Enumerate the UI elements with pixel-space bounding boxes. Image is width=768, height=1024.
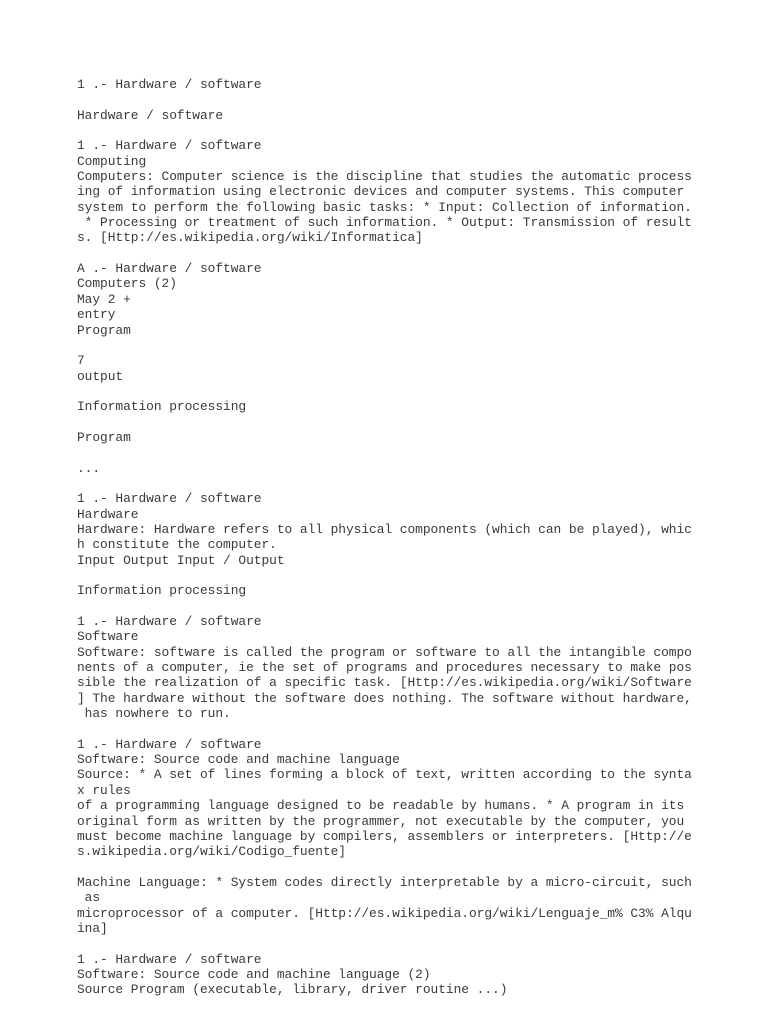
body-text-line: Computers: Computer science is the discipline that studies the automatic process [77, 169, 692, 185]
body-text-line: Information processing [77, 583, 247, 599]
body-text-line: entry [77, 307, 116, 323]
body-text-line: Program [77, 429, 131, 445]
blank-line [77, 599, 697, 614]
section-subtitle: Software [77, 629, 139, 645]
section-heading: 1 .- Hardware / software [77, 138, 262, 154]
body-text-line: s.wikipedia.org/wiki/Codigo_fuente] [77, 844, 346, 860]
blank-line [77, 123, 697, 138]
document-page [77, 77, 697, 998]
section-heading: 1 .- Hardware / software [77, 491, 262, 507]
blank-line [77, 860, 697, 875]
body-text-line: Machine Language: * System codes directly interpretable by a micro-circuit, such [77, 874, 692, 890]
section-subtitle: Computers (2) [77, 276, 177, 292]
section-heading: A .- Hardware / software [77, 261, 262, 277]
section-subtitle: Software: Source code and machine language [77, 752, 400, 768]
body-text-line: 7 [77, 353, 85, 369]
blank-line [77, 568, 697, 583]
blank-line [77, 445, 697, 460]
body-text-line: Hardware: Hardware refers to all physical components (which can be played), whic [77, 521, 692, 537]
ellipsis-text: ... [77, 460, 101, 476]
section-heading: 1 .- Hardware / software [77, 77, 262, 92]
body-text-line: as [77, 890, 101, 906]
body-text-line: nents of a computer, ie the set of programs and procedures necessary to make pos [77, 660, 692, 676]
section-heading: 1 .- Hardware / software [77, 736, 262, 752]
blank-line [77, 92, 697, 107]
document-title: Hardware / software [77, 107, 224, 123]
body-text-line: Software: software is called the program or software to all the intangible compo [77, 644, 692, 660]
body-text-line: s. [Http://es.wikipedia.org/wiki/Informatica] [77, 230, 423, 246]
body-text-line: of a programming language designed to be readable by humans. * A program in its [77, 798, 685, 814]
body-text-line: May 2 + [77, 291, 131, 307]
body-text-line: Information processing [77, 399, 247, 415]
blank-line [77, 338, 697, 353]
body-text-line: microprocessor of a computer. [Http://es.wikipedia.org/wiki/Lenguaje_m% C3% Alqu [77, 905, 692, 921]
blank-line [77, 246, 697, 261]
body-text-line: Input Output Input / Output [77, 552, 285, 568]
blank-line [77, 476, 697, 491]
section-subtitle: Hardware [77, 506, 139, 522]
blank-line [77, 936, 697, 951]
body-text-line: has nowhere to run. [77, 706, 231, 722]
blank-line [77, 721, 697, 736]
body-text-line: Program [77, 322, 131, 338]
body-text-line: x rules [77, 782, 131, 798]
body-text-line: * Processing or treatment of such information. * Output: Transmission of result [77, 215, 692, 231]
body-text-line: ina] [77, 920, 108, 936]
body-text-line: must become machine language by compilers, assemblers or interpreters. [Http://e [77, 828, 692, 844]
blank-line [77, 384, 697, 399]
blank-line [77, 415, 697, 430]
body-text-line: sible the realization of a specific task. [Http://es.wikipedia.org/wiki/Software [77, 675, 692, 691]
body-text-line: Source: * A set of lines forming a block of text, written according to the synta [77, 767, 692, 783]
body-text-line: output [77, 368, 124, 384]
section-subtitle: Computing [77, 153, 147, 169]
section-subtitle: Software: Source code and machine language (2) [77, 966, 431, 982]
body-text-line: original form as written by the programmer, not executable by the computer, you [77, 813, 685, 829]
body-text-line: ing of information using electronic devices and computer systems. This computer [77, 184, 685, 200]
body-text-line: ] The hardware without the software does nothing. The software without hardware, [77, 690, 692, 706]
section-heading: 1 .- Hardware / software [77, 951, 262, 967]
section-heading: 1 .- Hardware / software [77, 614, 262, 630]
body-text-line: system to perform the following basic tasks: * Input: Collection of information. [77, 199, 692, 215]
body-text-line: Source Program (executable, library, driver routine ...) [77, 982, 508, 998]
body-text-line: h constitute the computer. [77, 537, 277, 553]
